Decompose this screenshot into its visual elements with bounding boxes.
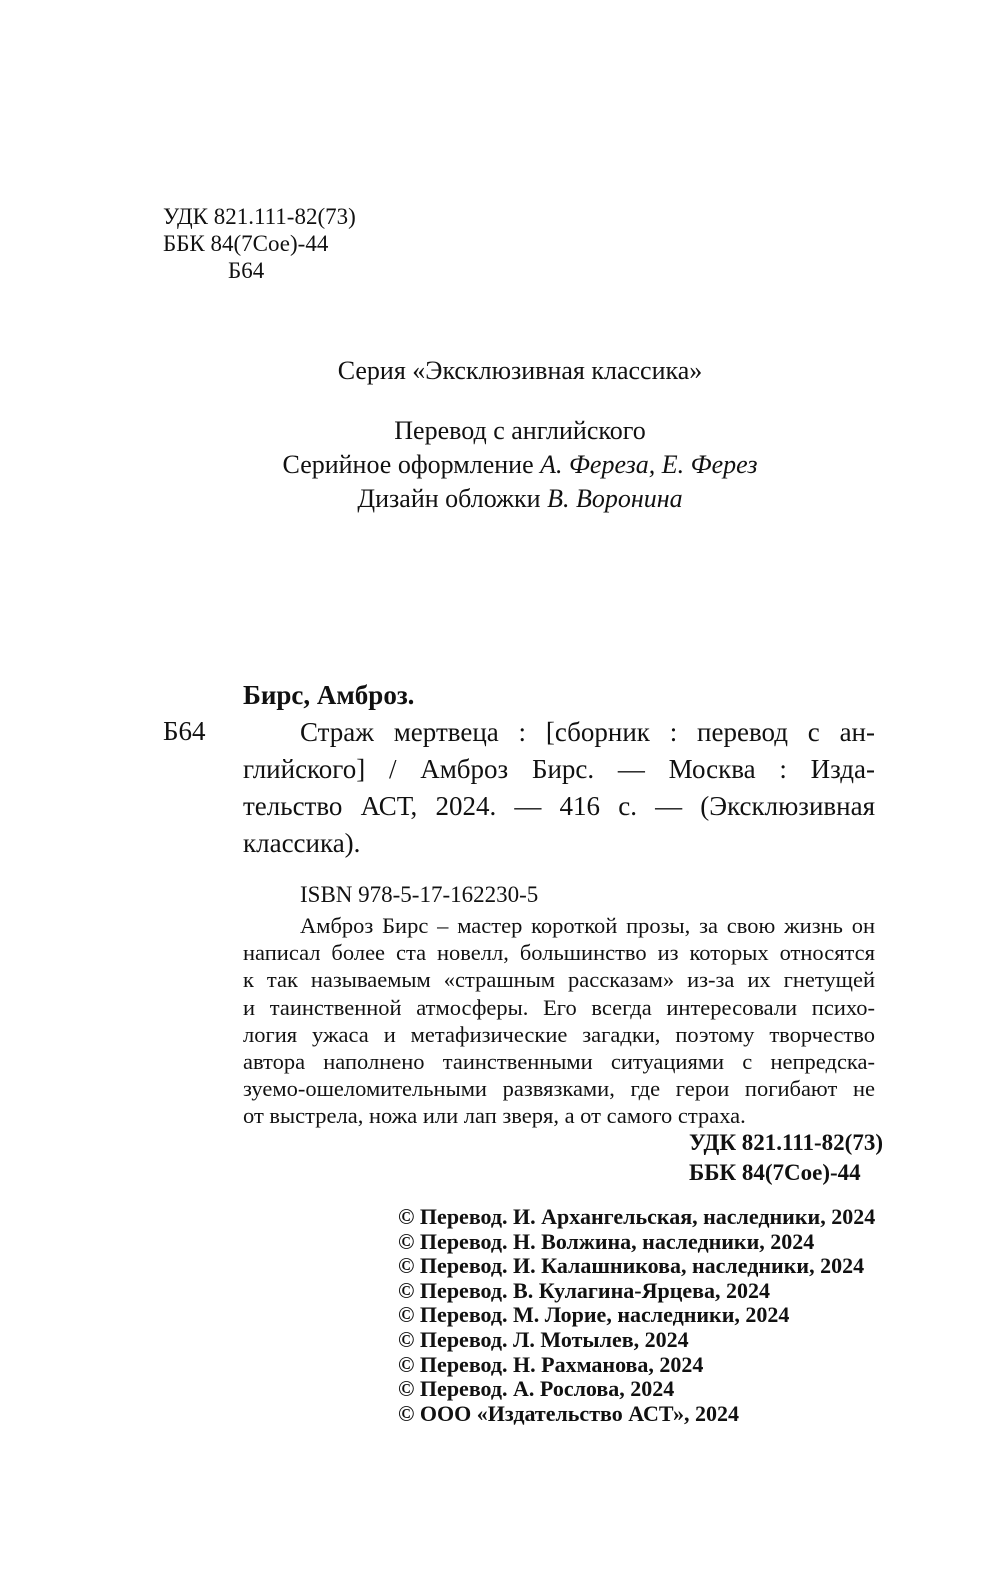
copyright-line: © Перевод. А. Рослова, 2024 <box>398 1376 675 1402</box>
copyright-line: © Перевод. М. Лорие, наследники, 2024 <box>398 1302 790 1328</box>
isbn: ISBN 978-5-17-162230-5 <box>300 882 539 907</box>
annotation-line: написал более ста новелл, большинство из которых относятся <box>243 940 875 966</box>
entry-line: классика). <box>243 828 361 858</box>
classification-top <box>163 203 356 284</box>
cover-design-name: В. Воронина <box>547 484 683 513</box>
annotation-line: автора наполнено таинственными ситуациями с непредска- <box>243 1049 875 1075</box>
entry-line: Страж мертвеца : [сборник : перевод с ан- <box>300 717 875 747</box>
catalog-entry <box>243 714 875 862</box>
annotation-line: от выстрела, ножа или лап зверя, а от самого страха. <box>243 1103 746 1129</box>
catalog-author: Бирс, Амброз. <box>243 680 415 710</box>
annotation-line: зуемо-ошеломительными развязками, где герои погибают не <box>243 1076 875 1102</box>
annotation <box>243 912 875 1130</box>
series-design-label: Серийное оформление <box>282 450 534 479</box>
annotation-line: Амброз Бирс – мастер короткой прозы, за свою жизнь он <box>300 913 875 938</box>
cover-design-label: Дизайн обложки <box>357 484 541 513</box>
annotation-line: логия ужаса и метафизические загадки, поэтому творчество <box>243 1021 875 1047</box>
udk-code: УДК 821.111-82(73) <box>163 204 356 229</box>
cover-design-credit <box>0 482 1000 516</box>
copyright-line: © Перевод. И. Архангельская, наследники, 2024 <box>398 1204 876 1229</box>
copyright-list <box>398 1205 875 1426</box>
copyright-line: © Перевод. В. Кулагина-Ярцева, 2024 <box>398 1277 771 1303</box>
copyright-line: © ООО «Издательство АСТ», 2024 <box>398 1400 740 1426</box>
annotation-line: и таинственной атмосферы. Его всегда интересовали психо- <box>243 994 875 1020</box>
annotation-line: к так называемым «страшным рассказам» из-за их гнетущей <box>243 967 875 993</box>
entry-line: тельство АСТ, 2024. — 416 с. — (Эксклюзивная <box>243 791 875 821</box>
catalog-author-mark: Б64 <box>163 716 206 746</box>
copyright-line: © Перевод. Н. Волжина, наследники, 2024 <box>398 1228 815 1254</box>
series-design-names: А. Фереза, Е. Ферез <box>540 450 758 479</box>
series-design-credit <box>0 448 1000 482</box>
entry-line: глийского] / Амброз Бирс. — Москва : Изда- <box>243 754 875 784</box>
copyright-line: © Перевод. Н. Рахманова, 2024 <box>398 1351 704 1377</box>
copyright-line: © Перевод. Л. Мотылев, 2024 <box>398 1326 689 1352</box>
classification-bottom <box>689 1128 883 1188</box>
credits-block <box>0 414 1000 516</box>
udk-code-bottom: УДК 821.111-82(73) <box>689 1130 883 1155</box>
bbk-code: ББК 84(7Сое)-44 <box>163 231 329 256</box>
copyright-line: © Перевод. И. Калашникова, наследники, 2024 <box>398 1253 865 1279</box>
series-title: Серия «Эксклюзивная классика» <box>337 356 703 385</box>
translation-note: Перевод с английского <box>394 416 646 445</box>
bbk-code-bottom: ББК 84(7Сое)-44 <box>689 1160 861 1185</box>
author-mark: Б64 <box>228 258 265 283</box>
